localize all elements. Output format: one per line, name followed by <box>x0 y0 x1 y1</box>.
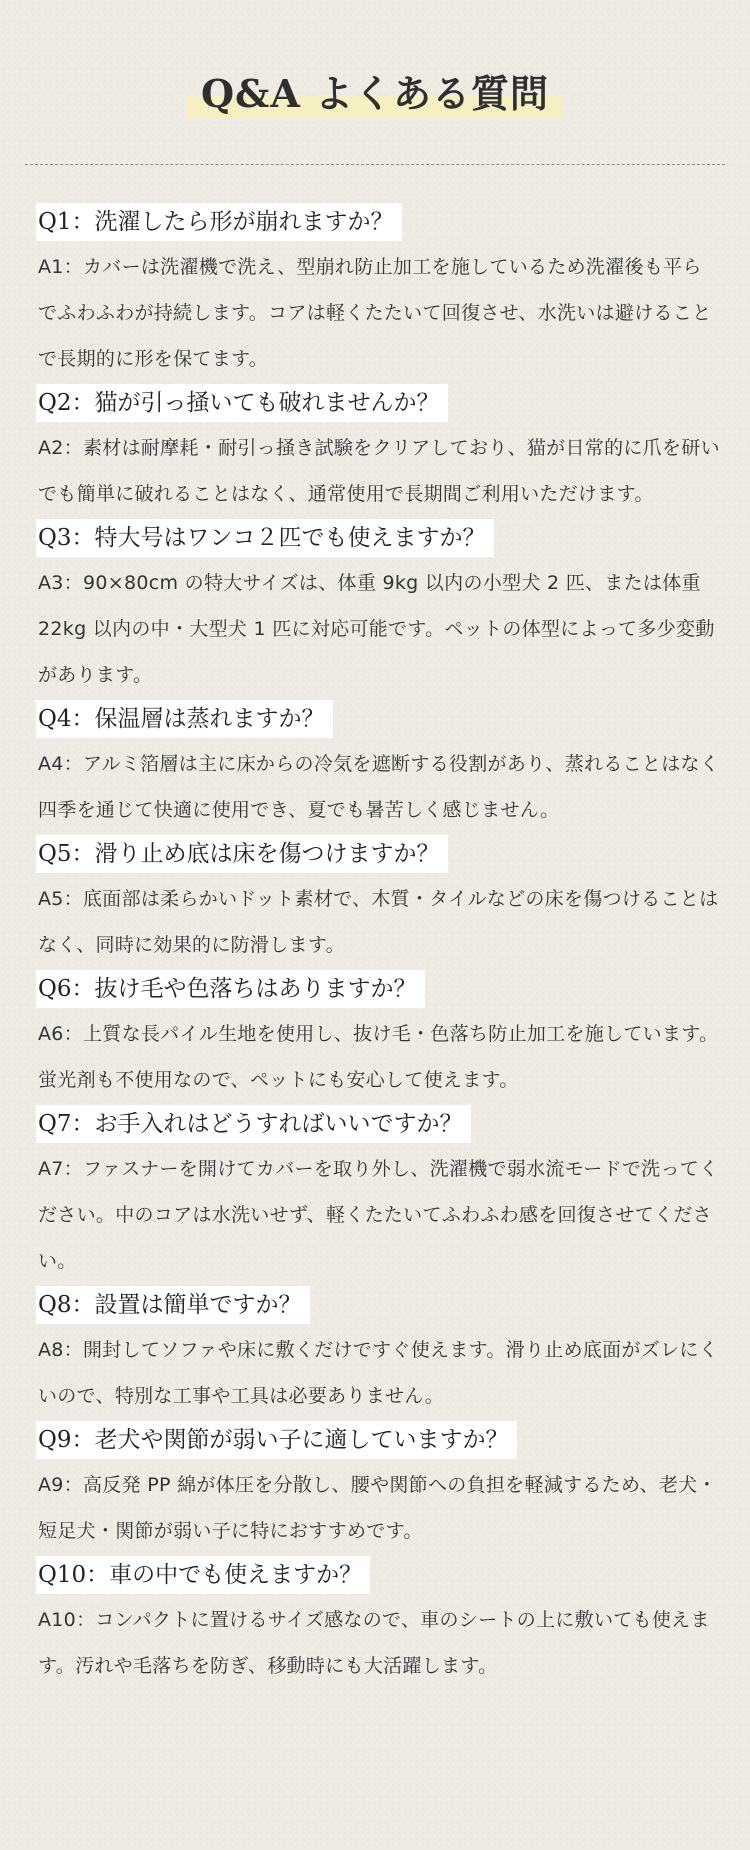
page-title-text: Q&A よくある質問 <box>200 71 550 116</box>
faq-item-7 <box>38 1105 720 1284</box>
page-header <box>0 68 750 120</box>
faq-question-9: Q9：老犬や関節が弱い子に適していますか？ <box>36 1421 517 1459</box>
faq-item-1 <box>38 203 720 382</box>
faq-question-4: Q4：保温層は蒸れますか？ <box>36 700 333 738</box>
faq-answer-3: A3：90×80cm の特大サイズは、体重 9kg 以内の小型犬 2 匹、または体重 22kg 以内の中・大型犬 1 匹に対応可能です。ペットの体型によって多少変動があります。 <box>38 572 715 686</box>
faq-list <box>38 203 720 1691</box>
faq-answer-9: A9：高反発 PP 綿が体圧を分散し、腰や関節への負担を軽減するため、老犬・短足犬・関節が弱い子に特におすすめです。 <box>38 1474 717 1542</box>
faq-answer-4: A4：アルミ箔層は主に床からの冷気を遮断する役割があり、蒸れることはなく四季を通じて快適に使用でき、夏でも暑苦しく感じません。 <box>38 753 720 821</box>
faq-answer-10: A10：コンパクトに置けるサイズ感なので、車のシートの上に敷いても使えます。汚れや毛落ちを防ぎ、移動時にも大活躍します。 <box>38 1609 710 1677</box>
faq-question-5: Q5：滑り止め底は床を傷つけますか？ <box>36 835 448 873</box>
dashed-divider <box>25 164 725 165</box>
faq-question-1: Q1：洗濯したら形が崩れますか？ <box>36 203 402 241</box>
faq-item-8 <box>38 1286 720 1419</box>
faq-answer-6: A6：上質な長パイル生地を使用し、抜け毛・色落ち防止加工を施しています。蛍光剤も不使用なので、ペットにも安心して使えます。 <box>38 1023 719 1091</box>
faq-item-4 <box>38 700 720 833</box>
faq-answer-7: A7：ファスナーを開けてカバーを取り外し、洗濯機で弱水流モードで洗ってください。中のコアは水洗いせず、軽くたたいてふわふわ感を回復させてください。 <box>38 1158 719 1272</box>
page-title <box>187 68 563 120</box>
faq-question-6: Q6：抜け毛や色落ちはありますか？ <box>36 970 425 1008</box>
faq-question-8: Q8：設置は簡単ですか？ <box>36 1286 310 1324</box>
faq-answer-5: A5：底面部は柔らかいドット素材で、木質・タイルなどの床を傷つけることはなく、同時に効果的に防滑します。 <box>38 888 719 956</box>
faq-question-3: Q3：特大号はワンコ２匹でも使えますか？ <box>36 519 494 557</box>
faq-answer-2: A2：素材は耐摩耗・耐引っ掻き試験をクリアしており、猫が日常的に爪を研いでも簡単に破れることはなく、通常使用で長期間ご利用いただけます。 <box>38 437 720 505</box>
faq-answer-8: A8：開封してソファや床に敷くだけですぐ使えます。滑り止め底面がズレにくいので、特別な工事や工具は必要ありません。 <box>38 1339 718 1407</box>
faq-item-10 <box>38 1556 720 1689</box>
faq-item-9 <box>38 1421 720 1554</box>
faq-answer-1: A1：カバーは洗濯機で洗え、型崩れ防止加工を施しているため洗濯後も平らでふわふわが持続します。コアは軽くたたいて回復させ、水洗いは避けることで長期的に形を保てます。 <box>38 256 712 370</box>
faq-question-2: Q2：猫が引っ掻いても破れませんか？ <box>36 384 448 422</box>
faq-item-6 <box>38 970 720 1103</box>
faq-question-10: Q10：車の中でも使えますか？ <box>36 1556 370 1594</box>
faq-item-5 <box>38 835 720 968</box>
faq-item-2 <box>38 384 720 517</box>
faq-item-3 <box>38 519 720 698</box>
faq-question-7: Q7：お手入れはどうすればいいですか？ <box>36 1105 471 1143</box>
